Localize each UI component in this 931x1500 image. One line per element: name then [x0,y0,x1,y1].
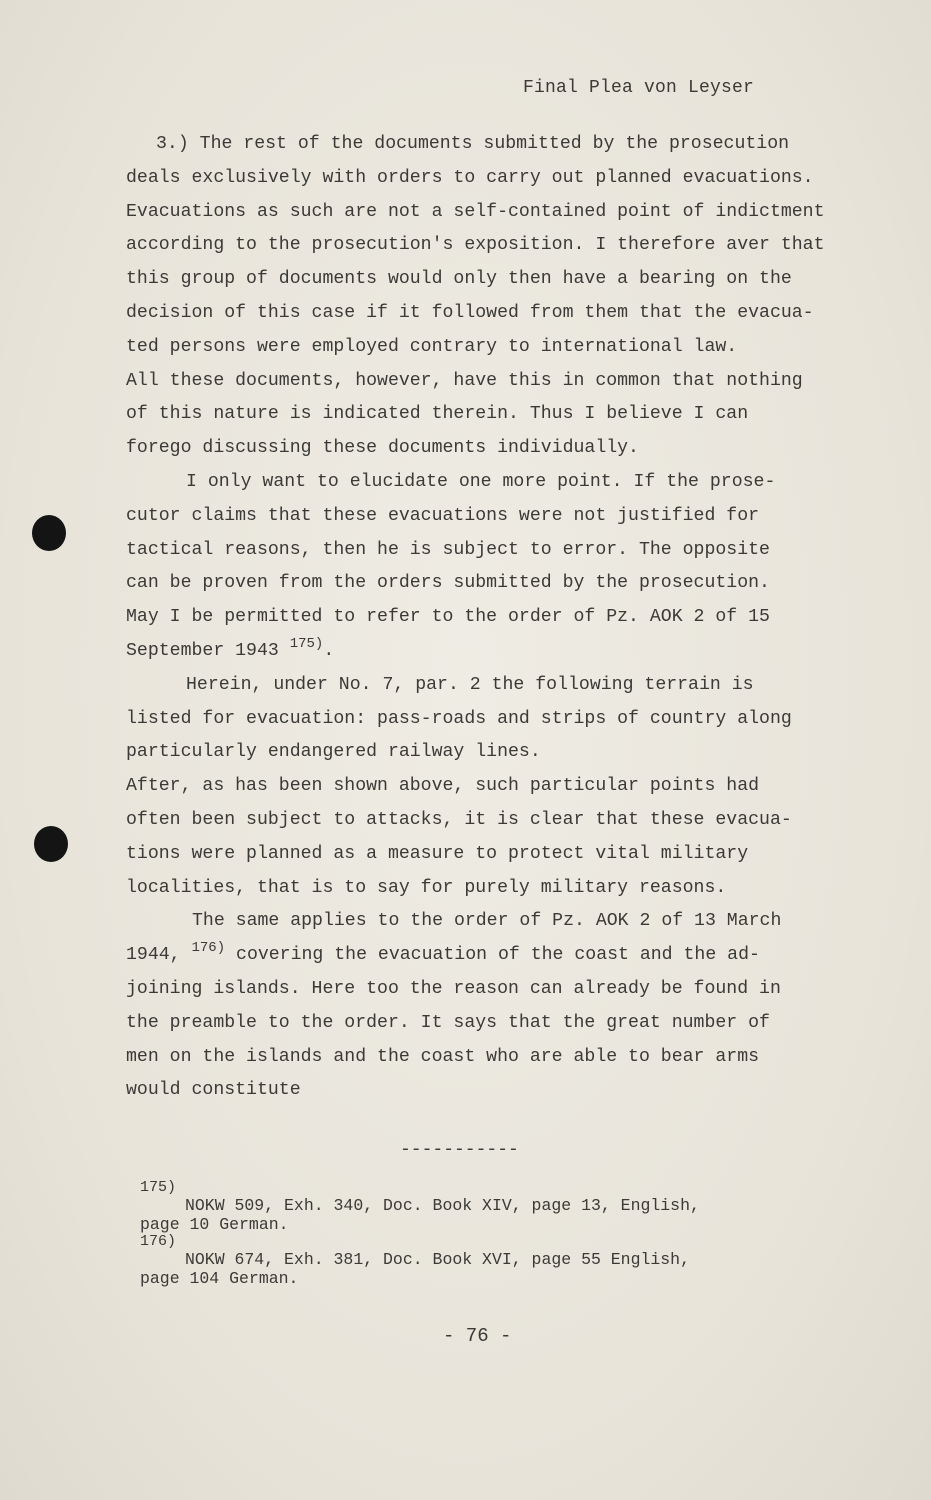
text-line-content: of this nature is indicated therein. Thus I believe I can [126,404,749,425]
text-line-content: After, as has been shown above, such particular points had [126,776,760,797]
text-line-content: 1944, [126,945,192,966]
text-line-content: joining islands. Here too the reason can already be found in [126,978,781,999]
text-line-content: deals exclusively with orders to carry out planned evacuations. [126,167,814,188]
footnote-reference: 175) [289,635,324,652]
text-line-content: I only want to elucidate one more point. If the prose- [186,471,776,492]
page-number: - 76 - [443,1325,512,1347]
text-line-content: forego discussing these documents individually. [126,438,639,459]
text-line-content: localities, that is to say for purely military reasons. [126,877,727,898]
text-line [126,804,866,838]
page-header: Final Plea von Leyser [523,78,755,98]
text-line-content: men on the islands and the coast who are able to bear arms [126,1046,760,1067]
text-line [126,635,866,669]
text-line [126,196,866,230]
text-line [126,432,866,466]
text-line-content: listed for evacuation: pass-roads and strips of country along [126,708,792,729]
text-line-content: ted persons were employed contrary to international law. [126,336,738,357]
footnote-marker: 176) [140,1233,177,1250]
footnote-separator: ----------- [400,1140,519,1160]
text-line [126,297,866,331]
text-line [126,500,866,534]
text-line [126,1041,866,1075]
text-line-content: May I be permitted to refer to the order of Pz. AOK 2 of 15 [126,607,770,628]
text-line [126,263,866,297]
footnote-marker: 175) [140,1179,177,1196]
text-line [126,331,866,365]
text-line-content: the preamble to the order. It says that the great number of [126,1012,770,1033]
text-line [126,669,866,703]
text-line [126,534,866,568]
text-line [126,736,866,770]
footnote-reference: 176) [191,940,226,957]
text-line-content: would constitute [126,1080,301,1101]
footnote [140,1234,820,1288]
text-line [126,838,866,872]
text-line [126,872,866,906]
footnote [140,1180,820,1234]
text-line-content: All these documents, however, have this in common that nothing [126,370,803,391]
text-line-content: can be proven from the orders submitted by the prosecution. [126,573,770,594]
text-line-content: often been subject to attacks, it is clear that these evacua- [126,809,792,830]
text-line [126,128,866,162]
text-line-continuation: covering the evacuation of the coast and the ad- [225,945,760,966]
footnote-text-continuation: page 10 German. [140,1215,289,1234]
text-line-content: particularly endangered railway lines. [126,742,541,763]
text-line [126,229,866,263]
text-line [126,973,866,1007]
text-line-content: this group of documents would only then have a bearing on the [126,269,792,290]
text-line-content: decision of this case if it followed from them that the evacua- [126,302,814,323]
text-line-content: The same applies to the order of Pz. AOK 2 of 13 March [192,911,782,932]
footnotes [140,1180,820,1288]
text-line [126,703,866,737]
text-line [126,1007,866,1041]
text-line [126,466,866,500]
text-line-content: according to the prosecution's exposition. I therefore aver that [126,235,825,256]
text-line-content: Evacuations as such are not a self-contained point of indictment [126,201,825,222]
text-line [126,939,866,973]
punch-hole [32,515,66,551]
text-line [126,398,866,432]
text-line [126,770,866,804]
footnote-text-continuation: page 104 German. [140,1269,299,1288]
text-line [126,162,866,196]
punch-hole [34,826,68,862]
text-line [126,567,866,601]
text-line-content: Herein, under No. 7, par. 2 the following terrain is [186,674,754,695]
text-line-content: 3.) The rest of the documents submitted by the prosecution [156,134,790,154]
body-text [126,128,866,1108]
footnote-text: NOKW 674, Exh. 381, Doc. Book XVI, page 55 English, [185,1250,690,1269]
footnote-text: NOKW 509, Exh. 340, Doc. Book XIV, page 13, English, [185,1196,700,1215]
text-line-content: cutor claims that these evacuations were not justified for [126,505,760,526]
text-line [126,365,866,399]
text-line-content: tactical reasons, then he is subject to error. The opposite [126,539,770,560]
text-line [126,1074,866,1108]
text-line-content: September 1943 [126,640,290,661]
text-line-content: tions were planned as a measure to protect vital military [126,843,749,864]
text-line-continuation: . [323,640,335,661]
text-line [126,905,866,939]
text-line [126,601,866,635]
